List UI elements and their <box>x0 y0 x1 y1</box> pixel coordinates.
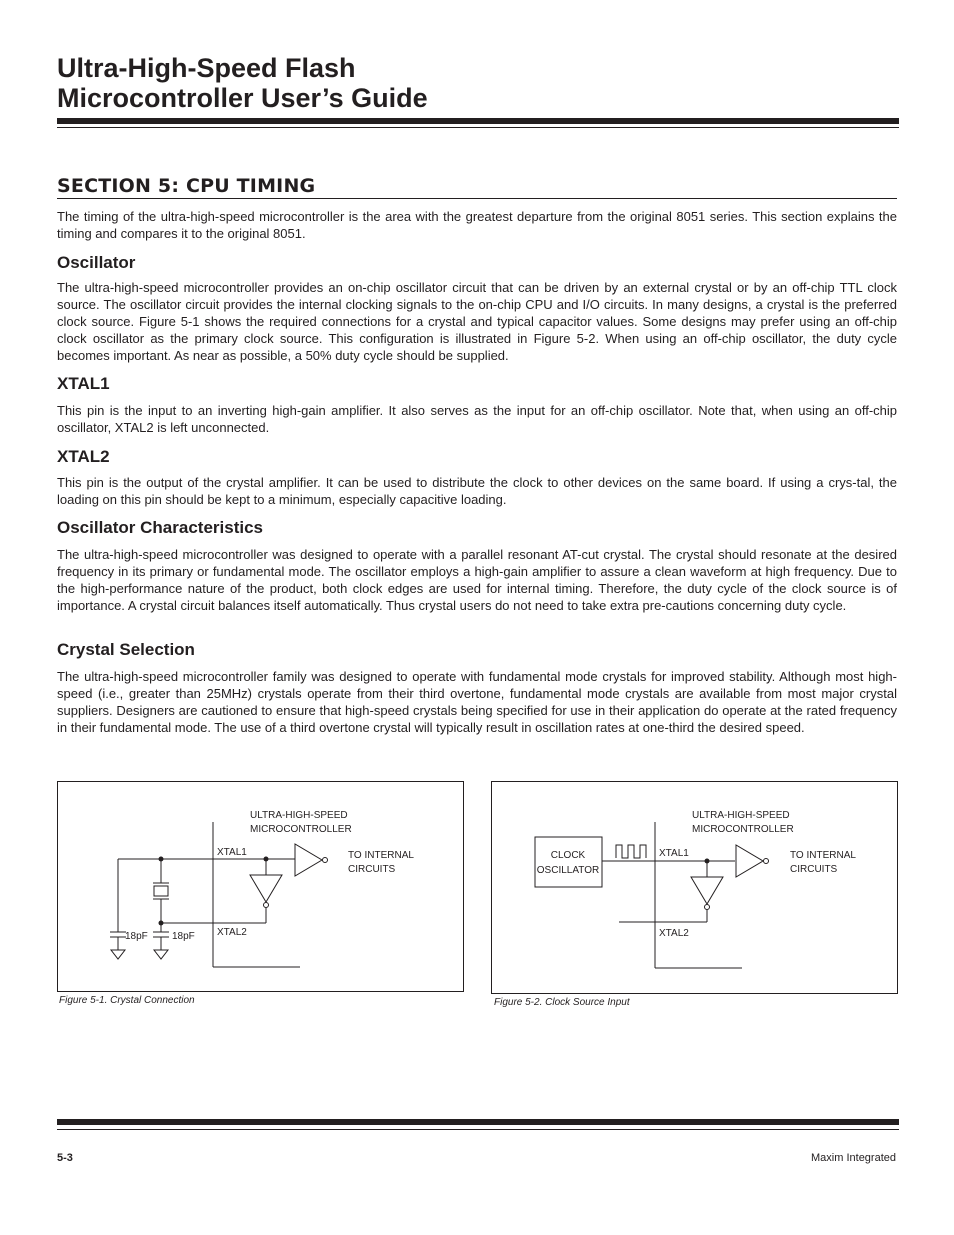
chip-label-line1: ULTRA-HIGH-SPEED <box>250 810 348 821</box>
title-line-2: Microcontroller User’s Guide <box>57 83 428 113</box>
company-name: Maxim Integrated <box>811 1152 896 1164</box>
inverter-icon <box>250 875 282 902</box>
figure-5-2-caption: Figure 5-2. Clock Source Input <box>494 997 630 1008</box>
figure-5-1-caption: Figure 5-1. Crystal Connection <box>59 995 195 1006</box>
figure-clock-source-input <box>491 781 898 994</box>
xtal2-label: XTAL2 <box>659 928 689 939</box>
page-number: 5-3 <box>57 1152 73 1164</box>
chip-label-line2: MICROCONTROLLER <box>250 824 352 835</box>
to-internal-line1: TO INTERNAL <box>790 850 856 861</box>
section-title: SECTION 5: CPU TIMING <box>57 175 316 197</box>
to-internal-line2: CIRCUITS <box>790 864 838 875</box>
xtal1-label: XTAL1 <box>217 847 247 858</box>
xtal2-heading: XTAL2 <box>57 447 110 466</box>
crystal-connection-diagram <box>58 782 463 991</box>
oscillator-text: The ultra-high-speed microcontroller provides an on-chip oscillator circuit that can be driven by an external crystal or by an off-chip TTL clock source. The oscillator circuit provides the internal clocking signals to the on-chip CPU and I/O circuits. In many designs, a crystal is the preferred clock source. Figure 5-1 shows the required connections for a crystal and typical capacitor values. Some designs may prefer using an off-chip clock oscillator as the primary clock source. This configuration is illustrated in Figure 5-2. When using an off-chip oscillator, the duty cycle becomes important. As near as possible, a 50% duty cycle should be supplied. <box>57 280 897 363</box>
oscillator-characteristics-text: The ultra-high-speed microcontroller was designed to operate with a parallel resonant AT-cut crystal. The crystal should resonate at the desired frequency in its primary or fundamental mode. The oscillator employs a high-gain amplifier to assure a clean waveform at high frequency. Due to the high-performance nature of the product, both clock edges are used for internal timing. Therefore, the duty cycle of the clock source is of importance. A crystal circuit balances itself automatically. Thus crystal users do not need to take extra pre-cautions concerning duty cycle. <box>57 547 897 613</box>
section-rule <box>57 198 897 199</box>
figure-crystal-connection <box>57 781 464 992</box>
clock-source-diagram <box>492 782 897 993</box>
xtal1-text: This pin is the input to an inverting high-gain amplifier. It also serves as the input for an off-chip oscillator. Note that, when using an off-chip oscillator, XTAL2 is left unconnected. <box>57 403 897 435</box>
document-title <box>57 53 907 113</box>
header-rule-thick <box>57 118 899 124</box>
square-wave-icon <box>616 845 646 858</box>
xtal2-label: XTAL2 <box>217 927 247 938</box>
xtal2-text: This pin is the output of the crystal amplifier. It can be used to distribute the clock to other devices on the same board. If using a crys-tal, the loading on this pin should be kept to a minimum, especially capacitive loading. <box>57 475 897 507</box>
oscillator-characteristics-heading: Oscillator Characteristics <box>57 518 263 537</box>
crystal-selection-text: The ultra-high-speed microcontroller family was designed to operate with fundamental mode crystals for improved stability. Although most high-speed (i.e., greater than 25MHz) crystals operate from their third overtone, fundamental mode crystals are available from most major crystal suppliers. Designers are cautioned to ensure that high-speed crystals being specified for use in their application do operate at the rated frequency in their fundamental mode. The use of a third overtone crystal will typically result in oscillation rates at one-third the desired speed. <box>57 669 897 735</box>
ground-icon <box>154 950 168 959</box>
title-line-1: Ultra-High-Speed Flash <box>57 53 356 83</box>
to-internal-line2: CIRCUITS <box>348 864 396 875</box>
oscillator-heading: Oscillator <box>57 253 136 272</box>
cap1-label: 18pF <box>125 931 148 942</box>
crystal-icon <box>154 886 168 896</box>
xtal1-heading: XTAL1 <box>57 374 110 393</box>
ground-icon <box>111 950 125 959</box>
oscillator-label-line1: CLOCK <box>550 850 586 861</box>
clock-oscillator-box <box>535 837 602 887</box>
cap2-label: 18pF <box>172 931 195 942</box>
amplifier-icon <box>295 844 322 876</box>
to-internal-line1: TO INTERNAL <box>348 850 414 861</box>
amplifier-icon <box>736 845 763 877</box>
header-rule-thin <box>57 127 899 128</box>
chip-label-line2: MICROCONTROLLER <box>692 824 794 835</box>
footer-rule-thin <box>57 1129 899 1130</box>
footer-rule-thick <box>57 1119 899 1125</box>
oscillator-label-line2: OSCILLATOR <box>536 865 600 876</box>
section-intro: The timing of the ultra-high-speed microcontroller is the area with the greatest departure from the original 8051 series. This section explains the timing and compares it to the original 8051. <box>57 209 897 241</box>
chip-label-line1: ULTRA-HIGH-SPEED <box>692 810 790 821</box>
xtal1-label: XTAL1 <box>659 848 689 859</box>
crystal-selection-heading: Crystal Selection <box>57 640 195 659</box>
inverter-icon <box>691 877 723 904</box>
